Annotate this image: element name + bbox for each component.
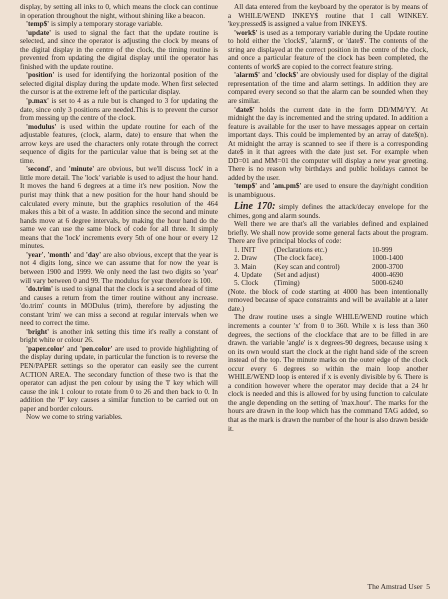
term-second: 'second' — [26, 165, 51, 174]
text-line-170: simply defines the attack/decay envelope for the chimes, gong and alarm sounds. — [228, 202, 429, 220]
text-joiner: and — [71, 250, 86, 259]
text-second-minute: are obvious, but we'll discuss 'lock' in a little more detail. The 'lock' variable is used to adjust the hour hand. It moves the hand 6 degrees at a time it's new position. Now the purist may think that a new position for the hour hand should be calculated every minute, but the graphics resolution of the 464 makes this a bit of a waste. In addition since the second and minute hands move at 6 degree intervals, by making the hour hand do the same we can use the same block of code for all three. It simply means that the 'lock' increments every 5th of one hour or every 12 minutes. — [20, 165, 218, 251]
text-modulus: is used within the update routine for each of the adjustable features, (clock, alarm, date) to ensure that when the arrow keys are used the characters only rotate through the correct sequence of digits for the particular value that is being set at the time. — [20, 122, 218, 165]
paragraph-string-variables: Now we come to string variables. — [26, 413, 123, 422]
term-year: 'year' — [26, 250, 44, 259]
block-lines: 4000-4690 — [372, 270, 404, 279]
block-lines: 5000-6240 — [372, 279, 404, 288]
publication-name: The Amstrad User — [367, 582, 423, 591]
block-lines: 1000-1400 — [372, 254, 404, 263]
term-alarm: 'alarm$' — [234, 71, 260, 80]
text-position: is used for identifying the horizontal position of the selected digital display during the update mode. When first selected the cursor is at the extreme left of the particular display. — [20, 71, 218, 97]
term-paper-color: 'paper.color' — [26, 344, 65, 353]
page-footer — [368, 582, 431, 591]
paragraph-note: (Note. the block of code starting at 4000 has been intentionally removed because of space constraints and will be available at a later date.) — [228, 287, 428, 313]
paragraph-pmax — [20, 97, 218, 123]
code-blocks-table — [234, 246, 403, 288]
text-temp: is simply a temporary storage variable. — [49, 20, 163, 29]
paragraph-modulus — [20, 123, 218, 166]
page-number: 5 — [426, 582, 430, 591]
text-temp-ampm: are used to ensure the day/night condition is unambiguous. — [228, 182, 428, 200]
table-row — [234, 279, 403, 287]
term-month: 'month' — [47, 250, 72, 259]
paragraph-line-170 — [228, 201, 428, 221]
text-pmax: is set to 4 as a rule but is changed to 3 for updating the date, since only 3 positions are needed.This is to prevent the cursor from messing up the centre of the clock. — [20, 97, 218, 123]
block-lines: 2000-3700 — [372, 262, 404, 271]
term-position: 'position' — [26, 71, 55, 80]
text-paper-pen: are used to provide highlighting of the display during update, in particular the function is to reverse the PEN/PAPER settings so the operator can easily see the current ACTION AREA. The secondary function of these two is that the operator can adjust the pen colour by using the 'I' key which will cause the ink 1 colour to rotate from 0 to 26 and then back to 0. In addition the 'P' key causes a similar function to be carried out on paper and border colours. — [20, 344, 218, 413]
right-column — [228, 3, 428, 433]
block-lines: 10-999 — [372, 245, 393, 254]
text-bright: is another ink setting this time it's really a constant of bright white or colour 26. — [20, 327, 218, 345]
paragraph-draw-routine: The draw routine uses a single WHILE/WEND routine which increments a counter 'x' from 0 to 360. While x is less than 360 degrees, the sections of the clockface that are to be filled in are drawn. the variable 'angle' is x degrees-90 degrees, because using x on its own would start the clock at the right hand side of the screen instead of the top. The minute marks on the outer edge of the clock occur every 6 degrees so within the main loop another WHILE/WEND loop is entered if x is evenly divisible by 6. There is a condition however where the operator may decide that a 24 hr clock is needed and this is allowed for by using function to calculate the angle depending on the setting of 'max.hour'. The marks for the hours are drawn in the loop which has the command TAG added, so that as the mark is drawn the number of the hour is also drawn beside it. — [228, 313, 428, 433]
paragraph-work — [228, 29, 428, 72]
paragraph-summary: Well there we are that's all the variables defined and explained briefly. We shall now provide some general facts about the program. There are five principal blocks of code: — [228, 220, 428, 246]
term-dotrim: 'do.trim' — [26, 285, 53, 294]
paragraph-position — [20, 71, 218, 97]
term-am-pm: 'am.pm$' — [272, 182, 302, 191]
term-clock: 'clock$' — [274, 71, 299, 80]
term-temp: 'temp$' — [234, 182, 258, 191]
term-modulus: 'modulus' — [26, 122, 57, 131]
paragraph-keyboard: All data entered from the keyboard by the operator is by means of a WHILE/WEND INKEY$ routine that I call WINKEY. 'key.pressed$ is assigned a value from INKEY$. — [228, 3, 428, 29]
term-work: 'work$' — [234, 28, 258, 37]
block-name: 1. INIT — [234, 245, 256, 254]
text-joiner: , and — [50, 165, 69, 174]
text-update: is used to signal the fact that the update routine is selected, and since the operator is adjusting the clock by means of the digital display in the centre of the clock, the timing routine is prevented from updating the digital display until the operator has finished with the update routine. — [20, 28, 218, 71]
term-minute: 'minute' — [68, 165, 95, 174]
text-joiner: and — [259, 71, 275, 80]
left-column — [20, 3, 218, 422]
text-dotrim: is used to signal that the clock is a second ahead of time and causes a return from the timer routine without any increase. 'do.trim' counts in MODulus (trim), therefore by adjusting the constant 'trim' we can miss a second at regular intervals when we need to correct the time. — [20, 285, 218, 328]
paragraph-temp — [20, 20, 218, 29]
table-row — [234, 271, 403, 279]
text-joiner: and — [64, 344, 80, 353]
paragraph-temp-ampm — [228, 182, 428, 199]
text-joiner: and — [257, 182, 273, 191]
block-name: 5. Clock — [234, 279, 259, 288]
block-description: (The clock face). — [274, 254, 323, 263]
paragraph-dotrim — [20, 285, 218, 328]
text-year: are also obvious, except that the year is not 4 digits long, since we can assume that for now the year is between 1900 and 1999. We only need the last two digits so 'year' will vary between 0 and 99. The modulus for year therefore is 100. — [20, 250, 219, 285]
paragraph-second-minute — [20, 165, 218, 250]
term-pmax: 'p.max' — [26, 97, 49, 106]
block-name: 2. Draw — [234, 254, 258, 263]
term-date: 'date$' — [234, 105, 255, 114]
block-description: (Set and adjust) — [274, 270, 320, 279]
text-date: holds the current date in the form DD/MM/YY. At midnight the day is incremented and the string updated. In addition a feature is available for the user to have messages appear on certain important days. This could be implemented by an array of date$(n). At midnight the array is scanned to see if there is a corresponding date$ in it that agrees with the date just set. For example when DD=01 and MM=01 the computer will display a new year greeting. There is no reason why birthdays and public holidays cannot be added by the user. — [228, 105, 428, 182]
term-bright: 'bright' — [26, 327, 50, 336]
table-row — [234, 246, 403, 254]
block-description: (Timing) — [274, 279, 300, 288]
term-pen-color: 'pen.color' — [80, 344, 113, 353]
text-alarm-clock: are obviously used for display of the digital representation of the time and alarm settings. In addition they are compared every second so that the alarm can be sounded when they are similar. — [228, 71, 428, 106]
term-day: 'day' — [85, 250, 102, 259]
text-work: is used as a temporary variable during the Update routine to hold either the 'clock$', 'alarm$', or 'date$'. The contents of the string are displayed at the correct position in the centre of the clock, and once a particular feature of the clock has been completed, the contents of work$ are copied to the correct feature string. — [228, 28, 428, 71]
paragraph-display-inks: display, by setting all inks to 0, which means the clock can continue in operation throughout the night, without shining like a beacon. — [20, 3, 218, 20]
block-name: 3. Main — [234, 262, 257, 271]
section-heading: Line 170: — [234, 200, 276, 212]
block-description: (Declarations etc.) — [274, 245, 328, 254]
paragraph-paper-pen — [20, 345, 218, 413]
text-joiner: , — [43, 250, 48, 259]
block-description: (Key scan and control) — [274, 262, 340, 271]
term-update: 'update' — [26, 28, 52, 37]
table-row — [234, 254, 403, 262]
table-row — [234, 263, 403, 271]
block-name: 4. Update — [234, 270, 262, 279]
paragraph-bright — [20, 328, 218, 345]
term-temp: 'temp$' — [26, 20, 50, 29]
paragraph-update — [20, 29, 218, 72]
paragraph-alarm-clock — [228, 71, 428, 105]
paragraph-date — [228, 106, 428, 183]
paragraph-year — [20, 251, 218, 285]
